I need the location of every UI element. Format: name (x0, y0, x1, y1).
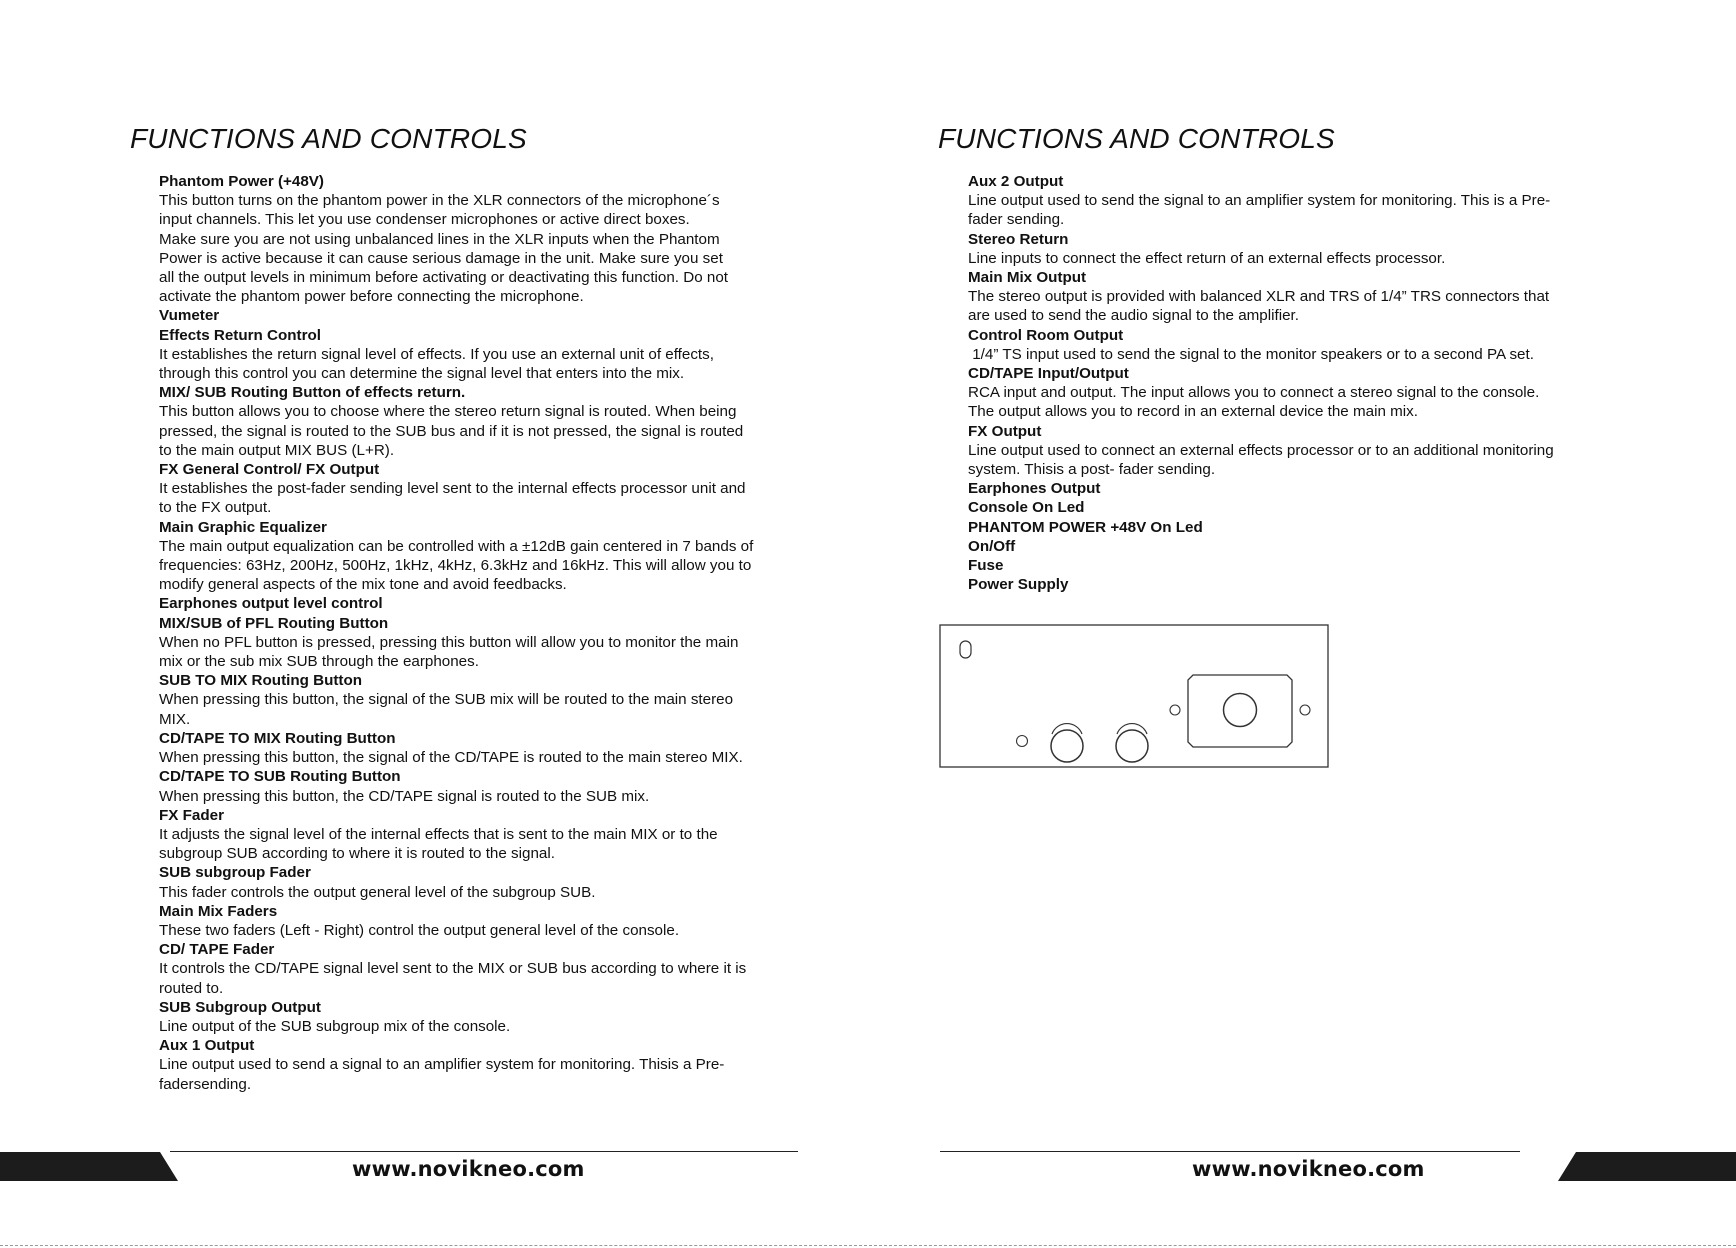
section-body: When pressing this button, the signal of the SUB mix will be routed to the main stereo MIX. (159, 691, 734, 728)
footer-rule (170, 1151, 798, 1152)
power-inlet-icon (1224, 694, 1257, 727)
section-body: Line output of the SUB subgroup mix of the console. (159, 1017, 511, 1035)
left-screw-hole-icon (1170, 705, 1180, 715)
section-title: SUB subgroup Fader (159, 864, 311, 882)
section-title: Effects Return Control (159, 326, 322, 344)
section-title: SUB Subgroup Output (159, 998, 321, 1016)
section-title: Earphones Output (968, 480, 1101, 498)
section-title: Aux 2 Output (968, 173, 1064, 190)
section-title: Power Supply (968, 576, 1069, 594)
section-title: FX Output (968, 422, 1042, 440)
section-body: Line output used to send a signal to an amplifier system for monitoring. Thisis a Pre- fadersending. (159, 1056, 725, 1093)
section-list (159, 172, 803, 1094)
section-body: 1/4” TS input used to send the signal to the monitor speakers or to a second PA set. (968, 345, 1534, 363)
small-jack-icon (1017, 736, 1028, 747)
section-title: Vumeter (159, 307, 220, 325)
section-title: Main Mix Faders (159, 902, 278, 920)
section-body: Line output used to connect an external effects processor or to an additional monitoring system. Thisis a post- fader sending. (968, 441, 1554, 479)
section-body: RCA input and output. The input allows you to connect a stereo signal to the console. The output allows you to record in an external device the main mix. (968, 384, 1540, 421)
section-title: Main Graphic Equalizer (159, 518, 327, 536)
section-title: Phantom Power (+48V) (159, 173, 324, 190)
section-title: On/Off (968, 537, 1016, 555)
section-title: MIX/ SUB Routing Button of effects return. (159, 384, 466, 402)
section-title: Main Mix Output (968, 269, 1087, 287)
section-body: When pressing this button, the signal of the CD/TAPE is routed to the main stereo MIX. (159, 749, 743, 767)
section-list (968, 172, 1618, 594)
left-rca-rim-icon (1052, 724, 1082, 734)
section-title: MIX/SUB of PFL Routing Button (159, 614, 389, 632)
section-body: The main output equalization can be controlled with a ±12dB gain centered in 7 bands of frequencies: 63Hz, 200Hz, 500Hz, 1kHz, 4kHz, 6.3kHz and 16kHz. This will allow you to modify general aspects of the mix tone and avoid feedbacks. (159, 537, 754, 594)
section-title: CD/TAPE TO MIX Routing Button (159, 729, 396, 747)
right-rca-rim-icon (1117, 724, 1147, 734)
section-title: SUB TO MIX Routing Button (159, 672, 363, 690)
section-body: It adjusts the signal level of the internal effects that is sent to the main MIX or to the subgroup SUB according to where it is routed to the signal. (159, 825, 718, 863)
section-title: Control Room Output (968, 326, 1124, 344)
section-body: This fader controls the output general level of the subgroup SUB. (159, 883, 596, 901)
page-title: FUNCTIONS AND CONTROLS (938, 123, 1335, 154)
footer-tab (1558, 1152, 1736, 1181)
footer-tab (0, 1152, 178, 1181)
section-body: This button turns on the phantom power in the XLR connectors of the microphone´s input channels. This let you use condenser microphones or active direct boxes. Make sure you are not using unbalanced lines in the XLR inputs when the Phantom Power is active because it can cause serious damage in the unit. Make sure you set all the output levels in minimum before activating or deactivating this function. Do not activate the phantom power before connecting the microphone. (159, 192, 728, 306)
section-title: CD/ TAPE Fader (159, 941, 275, 959)
section-body: When no PFL button is pressed, pressing this button will allow you to monitor the main mix or the sub mix SUB through the earphones. (159, 633, 739, 671)
page-title: FUNCTIONS AND CONTROLS (130, 123, 527, 154)
page-edge-dotted-line (0, 1245, 1736, 1246)
section-body: When pressing this button, the CD/TAPE signal is routed to the SUB mix. (159, 787, 650, 805)
right-rca-connector-icon (1116, 730, 1148, 762)
panel-outline (940, 625, 1328, 767)
section-body: The stereo output is provided with balanced XLR and TRS of 1/4” TRS connectors that are used to send the audio signal to the amplifier. (968, 288, 1550, 325)
section-body: Line output used to send the signal to an amplifier system for monitoring. This is a Pre- fader sending. (968, 192, 1551, 229)
section-body: This button allows you to choose where the stereo return signal is routed. When being pressed, the signal is routed to the SUB bus and if it is not pressed, the signal is routed to the main output MIX BUS (L+R). (159, 403, 744, 459)
section-title: FX General Control/ FX Output (159, 461, 380, 479)
section-title: CD/TAPE Input/Output (968, 365, 1129, 383)
website-url: www.novikneo.com (352, 1157, 585, 1181)
left-rca-connector-icon (1051, 730, 1083, 762)
section-title: Aux 1 Output (159, 1037, 255, 1055)
section-body: It establishes the post-fader sending level sent to the internal effects processor unit and to the FX output. (159, 480, 746, 517)
section-title: Fuse (968, 557, 1004, 575)
website-url: www.novikneo.com (1192, 1157, 1425, 1181)
section-title: Stereo Return (968, 230, 1069, 248)
led-indicator-icon (960, 641, 971, 658)
section-body: It controls the CD/TAPE signal level sent to the MIX or SUB bus according to where it is routed to. (159, 960, 747, 997)
section-body: These two faders (Left - Right) control the output general level of the console. (159, 921, 680, 939)
section-title: CD/TAPE TO SUB Routing Button (159, 768, 401, 786)
section-title: FX Fader (159, 806, 224, 824)
right-page (868, 0, 1736, 1248)
section-title: PHANTOM POWER +48V On Led (968, 518, 1203, 536)
rear-panel-diagram (939, 624, 1329, 768)
right-screw-hole-icon (1300, 705, 1310, 715)
section-body: It establishes the return signal level of effects. If you use an external unit of effects, through this control you can determine the signal level that enters into the mix. (159, 345, 714, 383)
section-title: Earphones output level control (159, 595, 383, 613)
section-title: Console On Led (968, 499, 1085, 517)
footer-rule (940, 1151, 1520, 1152)
power-socket-icon (1188, 675, 1292, 747)
section-body: Line inputs to connect the effect return of an external effects processor. (968, 249, 1446, 267)
